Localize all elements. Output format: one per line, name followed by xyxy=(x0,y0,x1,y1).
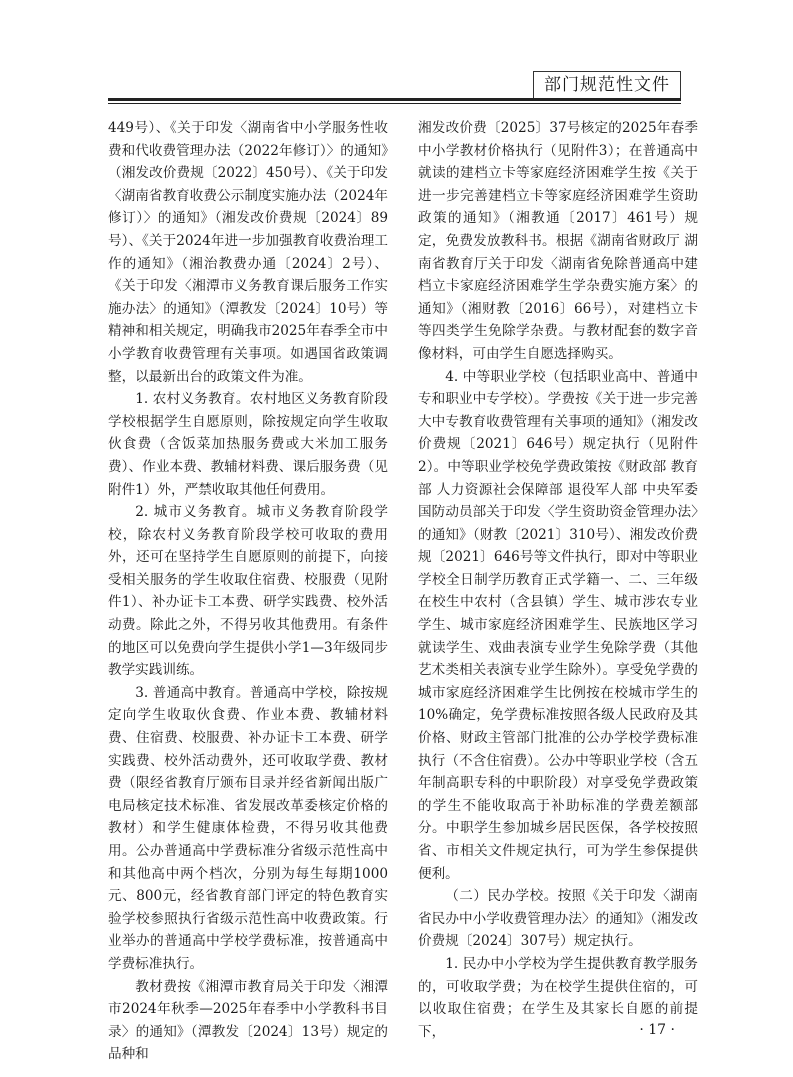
left-column xyxy=(108,117,388,1066)
page-number: · 17 · xyxy=(639,1022,675,1038)
paragraph: 1. 农村义务教育。农村地区义务教育阶段学校根据学生自愿原则，除按规定向学生收取伙食费（含饭菜加热服务费或大米加工服务费）、作业本费、教辅材料费、课后服务费（见附件1）外，严禁收取其他任何费用。 xyxy=(108,391,388,498)
header-rule-thin xyxy=(108,103,681,104)
page-header xyxy=(0,0,793,100)
paragraph: 1. 民办中小学校为学生提供教育教学服务的，可收取学费；为在校学生提供住宿的，可以收取住宿费；在学生及其家长自愿的前提下， xyxy=(418,955,698,1040)
paragraph: 湘发改价费〔2025〕37号核定的2025年春季中小学教材价格执行（见附件3）；在普通高中就读的建档立卡等家庭经济困难学生按《关于进一步完善建档立卡等家庭经济困难学生资助政策的通知》（湘教通〔2017〕461号）规定，免费发放教科书。根据《湖南省财政厅 湖南省教育厅关于印发〈湖南省免除普通高中建档立卡家庭经济困难学生学杂费实施方案〉的通知》（湘财教〔2016〕66号），对建档立卡等四类学生免除学杂费。与教材配套的数字音像材料，可由学生自愿选择购买。 xyxy=(418,120,698,362)
section-label: 部门规范性文件 xyxy=(533,71,681,99)
paragraph: 2. 城市义务教育。城市义务教育阶段学校，除农村义务教育阶段学校可收取的费用外，还可在坚持学生自愿原则的前提下，向接受相关服务的学生收取住宿费、校服费（见附件1）、补办证卡工本费、研学实践费、校外活动费。除此之外，不得另收其他费用。有条件的地区可以免费向学生提供小学1—3年级同步教学实践训练。 xyxy=(108,504,388,679)
paragraph: 4. 中等职业学校（包括职业高中、普通中专和职业中专学校）。学费按《关于进一步完善大中专教育收费管理有关事项的通知》（湘发改价费规〔2021〕646号）规定执行（见附件2）。中等职业学校免学费政策按《财政部 教育部 人力资源社会保障部 退役军人部 中央军委国防动员部关于印发〈学生资助资金管理办法〉的通知》（财教〔2021〕310号）、湘发改价费规〔2021〕646号等文件执行，即对中等职业学校全日制学历教育正式学籍一、二、三年级在校生中农村（含县镇）学生、城市涉农专业学生、城市家庭经济困难学生、民族地区学习就读学生、戏曲表演专业学生免除学费（其他艺术类相关表演专业学生除外）。享受免学费的城市家庭经济困难学生比例按在校城市学生的10%确定，免学费标准按照各级人民政府及其价格、财政主管部门批准的公办学校学费标准执行（不含住宿费）。公办中等职业学校（含五年制高职专科的中职阶段）对享受免学费政策的学生不能收取高于补助标准的学费差额部分。中职学生参加城乡居民医保，各学校按照省、市相关文件规定执行，可为学生参保提供便利。 xyxy=(418,368,698,882)
header-rule xyxy=(108,98,681,101)
paragraph: （二）民办学校。按照《关于印发〈湖南省民办中小学收费管理办法〉的通知》（湘发改价费规〔2024〕307号）规定执行。 xyxy=(418,888,698,950)
paragraph: 449号）、《关于印发〈湖南省中小学服务性收费和代收费管理办法（2022年修订）〉的通知》（湘发改价费规〔2022〕450号）、《关于印发〈湖南省教育收费公示制度实施办法（2024年修订）〉的通知》（湘发改价费规〔2024〕89号）、《关于2024年进一步加强教育收费治理工作的通知》（湘治教费办通〔2024〕2号）、《关于印发〈湘潭市义务教育课后服务工作实施办法〉的通知》（潭教发〔2024〕10号）等精神和相关规定，明确我市2025年春季全市中小学教育收费管理有关事项。如遇国省政策调整，以最新出台的政策文件为准。 xyxy=(108,120,388,385)
paragraph: 3. 普通高中教育。普通高中学校，除按规定向学生收取伙食费、作业本费、教辅材料费、住宿费、校服费、补办证卡工本费、研学实践费、校外活动费外，还可收取学费、教材费（限经省教育厅颁布目录并经省新闻出版广电局核定技术标准、省发展改革委核定价格的教材）和学生健康体检费，不得另收其他费用。公办普通高中学费标准分省级示范性高中和其他高中两个档次，分别为每生每期1000元、800元，经省教育部门评定的特色教育实验学校参照执行省级示范性高中收费政策。行业举办的普通高中学校学费标准，按普通高中学费标准执行。 xyxy=(108,684,388,972)
right-column xyxy=(418,117,698,1043)
paragraph: 教材费按《湘潭市教育局关于印发〈湘潭市2024年秋季—2025年春季中小学教科书目录〉的通知》（潭教发〔2024〕13号）规定的品种和 xyxy=(108,978,388,1063)
